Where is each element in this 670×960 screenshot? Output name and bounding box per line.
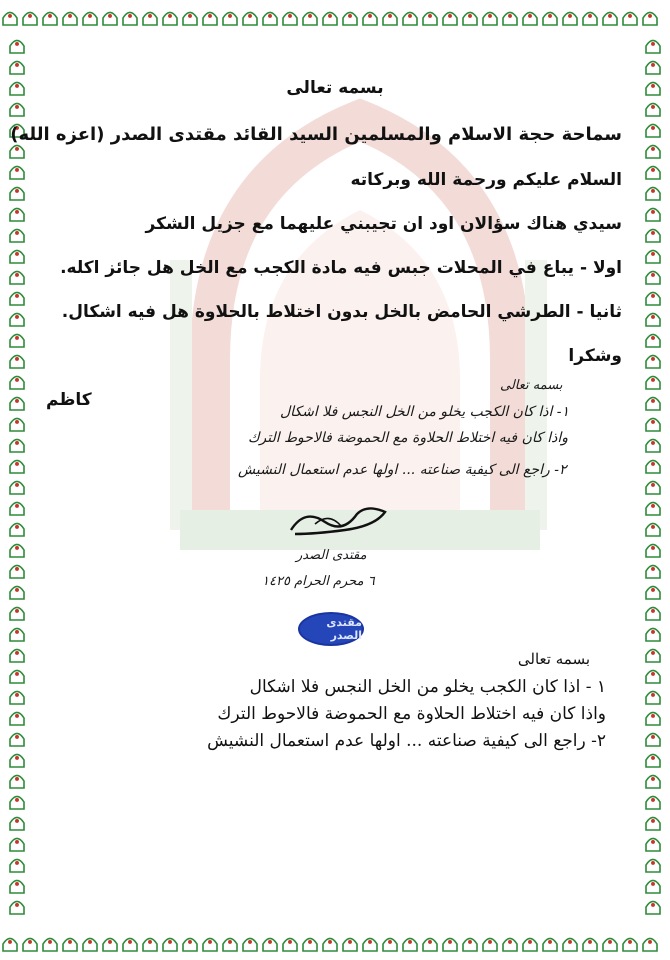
question-one: اولا - يباع في المحلات جبس فيه مادة الكجب مع الخل هل جائز اكله.	[60, 258, 622, 278]
basmala-heading: بسمه تعالى	[286, 78, 384, 98]
stamp-text: مقتدى الصدر	[326, 616, 362, 642]
ornamental-border-left	[0, 34, 34, 926]
transcription-line-2: واذا كان فيه اختلاط الحلاوة مع الحموضة فالاحوط الترك	[217, 704, 606, 724]
ornamental-border-right	[636, 34, 670, 926]
thanks-line: وشكرا	[568, 346, 622, 366]
transcription-line-3: ٢- راجع الى كيفية صناعته ... اولها عدم استعمال النشيش	[207, 731, 606, 751]
greeting-line: السلام عليكم ورحمة الله وبركاته	[350, 170, 622, 190]
signer-name: كاظم	[46, 390, 92, 410]
transcription-title: بسمه تعالى	[517, 650, 590, 668]
official-stamp	[298, 612, 364, 646]
handwritten-signature-name: مقتدى الصدر	[296, 548, 367, 563]
ornamental-border-bottom	[0, 926, 670, 960]
ornamental-border-top	[0, 0, 670, 34]
handwritten-line-2: واذا كان فيه اختلاط الحلاوة مع الحموضة فالاحوط الترك	[248, 430, 569, 446]
question-two: ثانيا - الطرشي الحامض بالخل بدون اختلاط بالحلاوة هل فيه اشكال.	[61, 302, 622, 322]
handwritten-line-3: ٢- راجع الى كيفية صناعته ... اولها عدم استعمال النشيش	[238, 462, 567, 478]
transcription-line-1: ١ - اذا كان الكجب يخلو من الخل النجس فلا اشكال	[249, 677, 606, 697]
question-intro: سيدي هناك سؤالان اود ان تجيبني عليهما مع جزيل الشكر	[145, 214, 622, 234]
handwritten-title: بسمه تعالى	[500, 378, 563, 393]
addressee-line: سماحة حجة الاسلام والمسلمين السيد القائد مقتدى الصدر (اعزه الله)	[10, 124, 622, 145]
signature-icon	[285, 500, 395, 544]
handwritten-line-1: ١- اذا كان الكجب يخلو من الخل النجس فلا اشكال	[280, 404, 570, 420]
handwritten-date: ٦ محرم الحرام ١٤٢٥	[262, 574, 375, 589]
